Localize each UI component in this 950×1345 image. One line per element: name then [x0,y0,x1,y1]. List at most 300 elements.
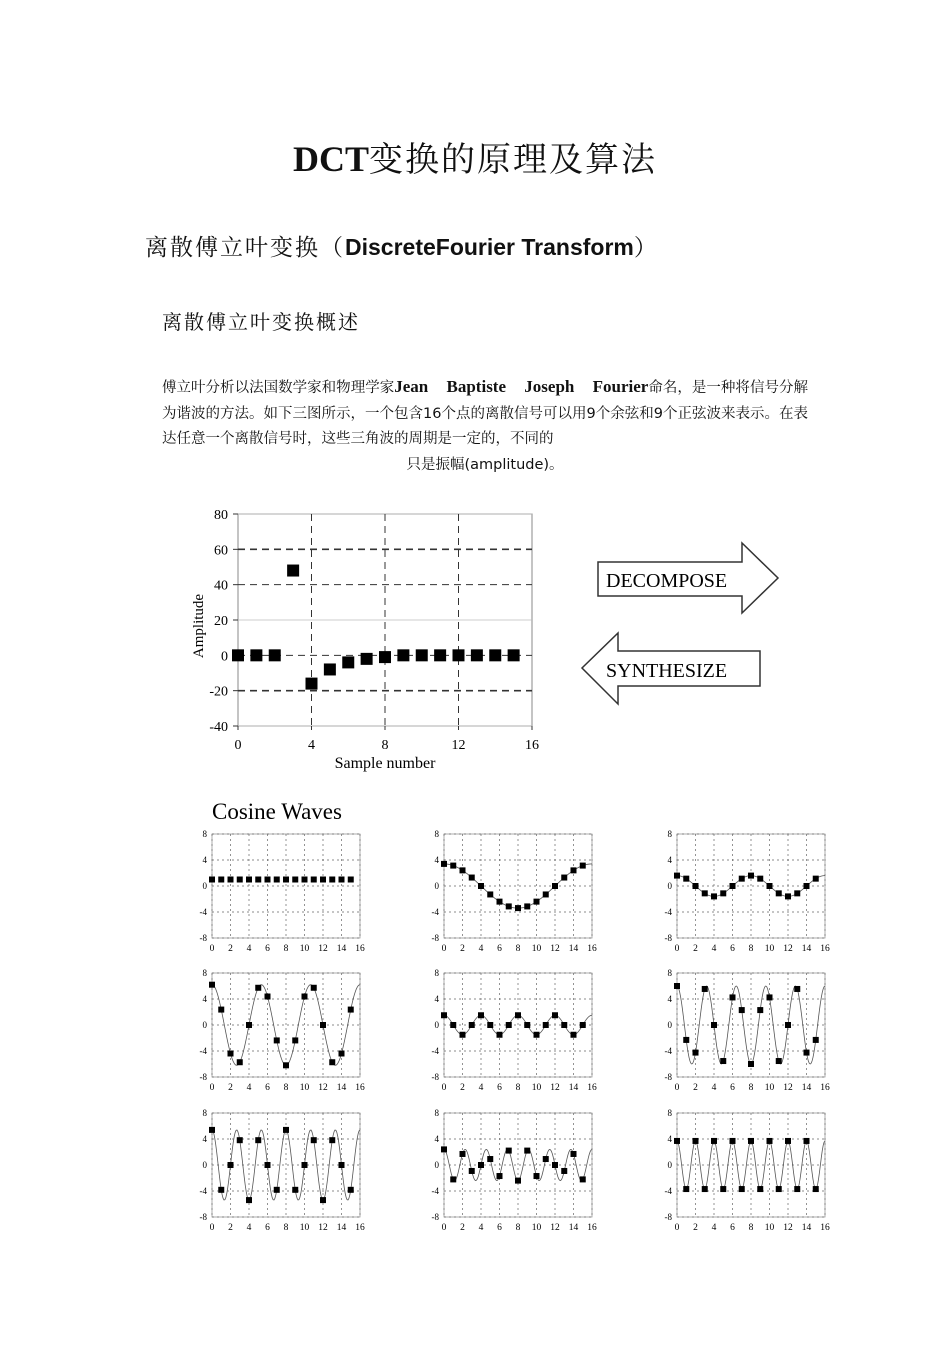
panel-data-point [683,1186,689,1192]
panel-data-point [571,1151,577,1157]
panel-data-point [524,903,530,909]
panel-data-point [693,1138,699,1144]
panel-x-tick-label: 4 [478,1223,484,1233]
panel-x-tick-label: 14 [336,944,347,954]
panel-data-point [720,890,726,896]
main-data-point [324,663,336,675]
panel-x-tick-label: 2 [693,1083,698,1093]
panel-data-point [767,883,773,889]
panel-data-point [265,994,271,1000]
panel-y-tick-label: 8 [434,829,439,839]
panel-data-point [348,1187,354,1193]
panel-data-point [720,1186,726,1192]
panel-x-tick-label: 14 [336,1223,347,1233]
decompose-label: DECOMPOSE [606,570,728,592]
panel-data-point [274,1037,280,1043]
panel-x-tick-label: 2 [228,1083,233,1093]
panel-data-point [552,1162,558,1168]
panel-data-point [478,883,484,889]
main-data-point [361,653,373,665]
panel-data-point [450,1176,456,1182]
panel-y-tick-label: 8 [434,1108,439,1118]
panel-x-tick-label: 2 [460,1223,465,1233]
panel-x-tick-label: 0 [441,944,447,954]
panel-y-tick-label: -4 [199,907,207,917]
panel-y-tick-label: -8 [199,933,207,943]
panel-x-tick-label: 8 [748,1223,754,1233]
panel-y-tick-label: 0 [434,1020,439,1030]
panel-x-tick-label: 0 [441,1223,447,1233]
main-data-point [489,649,501,661]
main-data-point [397,649,409,661]
panel-y-tick-label: 0 [202,1020,207,1030]
panel-data-point [748,873,754,879]
panel-data-point [320,877,326,883]
panel-data-point [460,1032,466,1038]
panel-x-tick-label: 4 [711,944,717,954]
main-chart [191,508,539,772]
panel-x-tick-label: 12 [318,1083,328,1093]
panel-x-tick-label: 6 [265,1083,270,1093]
panel-data-point [506,1022,512,1028]
panel-data-point [748,1061,754,1067]
panel-x-tick-label: 14 [568,944,579,954]
panel-y-tick-label: 4 [202,855,207,865]
panel-data-point [776,1058,782,1064]
panel-x-tick-label: 4 [246,944,252,954]
panel-y-tick-label: -8 [431,933,439,943]
panel-y-tick-label: 0 [667,1020,672,1030]
panel-data-point [776,1186,782,1192]
panel-data-point [209,877,215,883]
cosine-panel [665,968,831,1093]
cosine-panel [432,1108,598,1233]
main-data-point [269,649,281,661]
panel-data-point [785,893,791,899]
panel-y-tick-label: 0 [434,881,439,891]
panel-data-point [329,1059,335,1065]
panel-data-point [813,1186,819,1192]
panel-x-tick-label: 10 [299,944,310,954]
paragraph-part2: 命名，是一种将信号分解为谐波的方法。如下三图所示，一个包含16个点的离散信号可以用9个余弦和9个正弦波来表示。在表达任意一个离散信号时，这些三角波的周期是一定的，不同的 [162,380,808,447]
panel-data-point [580,1022,586,1028]
panel-data-point [292,1037,298,1043]
panel-data-point [460,1151,466,1157]
panel-data-point [552,883,558,889]
panel-y-tick-label: 4 [202,994,207,1004]
panel-x-tick-label: 0 [209,1083,215,1093]
panel-data-point [524,1148,530,1154]
panel-x-tick-label: 14 [801,1223,812,1233]
panel-data-point [348,1007,354,1013]
panel-x-tick-label: 10 [299,1083,310,1093]
panel-y-tick-label: 0 [667,1160,672,1170]
panel-data-point [274,877,280,883]
panel-data-point [255,985,261,991]
panel-data-point [515,1012,521,1018]
panel-data-point [497,1032,503,1038]
panel-y-tick-label: -8 [664,1072,672,1082]
main-x-tick-label: 4 [308,738,315,753]
panel-data-point [730,994,736,1000]
main-x-tick-label: 0 [234,738,242,753]
panel-data-point [487,1022,493,1028]
panel-y-tick-label: 8 [202,1108,207,1118]
panel-data-point [757,876,763,882]
panel-data-point [237,1137,243,1143]
panel-data-point [580,863,586,869]
panel-data-point [683,876,689,882]
panel-data-point [283,1062,289,1068]
panel-data-point [757,1186,763,1192]
panel-y-tick-label: -4 [431,907,439,917]
panel-x-tick-label: 4 [711,1223,717,1233]
panel-x-tick-label: 14 [568,1223,579,1233]
panel-data-point [534,899,540,905]
panel-x-tick-label: 2 [693,1223,698,1233]
main-data-point [434,649,446,661]
panel-x-tick-label: 0 [209,1223,215,1233]
panel-data-point [813,876,819,882]
panel-data-point [571,867,577,873]
panel-data-point [329,877,335,883]
panel-y-tick-label: -4 [664,1186,672,1196]
main-y-tick-label: 40 [214,578,228,594]
paragraph-name: Jean Baptiste Joseph Fourier [394,377,649,396]
panel-y-tick-label: -8 [199,1212,207,1222]
panel-data-point [543,1156,549,1162]
panel-data-point [339,1162,345,1168]
panel-y-tick-label: 0 [202,881,207,891]
panel-y-tick-label: 4 [667,855,672,865]
panel-data-point [674,873,680,879]
panel-data-point [469,875,475,881]
panel-x-tick-label: 12 [318,1223,328,1233]
panel-data-point [804,1050,810,1056]
panel-y-tick-label: 8 [667,1108,672,1118]
panel-data-point [748,1138,754,1144]
panel-data-point [255,1137,261,1143]
panel-data-point [339,877,345,883]
panel-data-point [674,983,680,989]
panel-data-point [524,1022,530,1028]
panel-x-tick-label: 8 [283,1083,289,1093]
panel-y-tick-label: 0 [667,881,672,891]
main-data-point [453,649,465,661]
panel-data-point [311,1137,317,1143]
main-y-tick-label: 60 [214,543,228,559]
main-y-tick-label: -20 [209,684,228,700]
panel-x-tick-label: 8 [748,944,754,954]
panel-x-tick-label: 10 [764,944,775,954]
panel-y-tick-label: 8 [202,829,207,839]
main-data-point [342,656,354,668]
panel-data-point [543,1022,549,1028]
panel-data-point [237,877,243,883]
panel-x-tick-label: 6 [265,1223,270,1233]
panel-x-tick-label: 6 [265,944,270,954]
main-data-point [287,565,299,577]
panel-y-tick-label: 4 [434,855,439,865]
panel-x-tick-label: 12 [550,1083,560,1093]
panel-y-tick-label: 4 [667,1134,672,1144]
panel-data-point [228,1162,234,1168]
panel-data-point [515,905,521,911]
panel-x-tick-label: 0 [674,1223,680,1233]
panel-x-tick-label: 0 [674,944,680,954]
title-latin: DCT [292,139,369,179]
panel-data-point [469,1168,475,1174]
panel-data-point [441,1012,447,1018]
panel-data-point [339,1050,345,1056]
panel-x-tick-label: 14 [568,1083,579,1093]
panel-data-point [283,877,289,883]
panel-y-tick-label: -4 [664,1046,672,1056]
panel-y-tick-label: -8 [664,1212,672,1222]
panel-data-point [693,883,699,889]
panel-y-tick-label: 8 [202,968,207,978]
main-data-point [508,649,520,661]
main-x-tick-label: 8 [381,738,389,753]
panel-x-tick-label: 16 [355,1083,365,1093]
panel-y-tick-label: 4 [434,994,439,1004]
panel-y-tick-label: 0 [434,1160,439,1170]
panel-x-tick-label: 16 [355,944,365,954]
panel-data-point [543,891,549,897]
panel-x-tick-label: 12 [783,1223,793,1233]
panel-x-tick-label: 8 [283,1223,289,1233]
main-y-tick-label: 0 [221,649,228,665]
panel-data-point [561,1022,567,1028]
panel-data-point [497,1173,503,1179]
panel-x-tick-label: 12 [550,944,560,954]
panel-x-tick-label: 14 [801,1083,812,1093]
panel-y-tick-label: -4 [199,1046,207,1056]
panel-data-point [469,1022,475,1028]
panel-y-tick-label: -4 [431,1186,439,1196]
paragraph-part1: 傅立叶分析以法国数学家和物理学家 [162,380,395,396]
panel-data-point [292,1187,298,1193]
panel-data-point [561,1168,567,1174]
panel-data-point [237,1059,243,1065]
main-x-tick-label: 16 [525,738,539,753]
panel-data-point [711,893,717,899]
panel-data-point [739,1007,745,1013]
panel-x-tick-label: 10 [531,944,542,954]
panel-y-tick-label: -4 [199,1186,207,1196]
panel-data-point [302,994,308,1000]
panel-x-tick-label: 6 [497,1083,502,1093]
cosine-waves-title: Cosine Waves [212,799,342,824]
panel-data-point [478,1162,484,1168]
panel-x-tick-label: 16 [820,1083,830,1093]
panel-data-point [487,891,493,897]
panel-x-tick-label: 12 [783,1083,793,1093]
main-y-tick-label: 20 [214,614,228,629]
panel-data-point [767,1138,773,1144]
panel-data-point [730,883,736,889]
panel-data-point [497,899,503,905]
panel-x-tick-label: 6 [497,1223,502,1233]
main-data-point [471,649,483,661]
panel-y-tick-label: -8 [664,933,672,943]
panel-data-point [441,1146,447,1152]
synthesize-label: SYNTHESIZE [606,660,728,682]
main-y-tick-label: -40 [209,720,228,735]
cosine-panel [200,1108,366,1233]
panel-data-point [218,877,224,883]
panel-data-point [711,1138,717,1144]
panel-data-point [794,986,800,992]
panel-data-point [255,877,261,883]
panel-x-tick-label: 12 [783,944,793,954]
panel-data-point [794,890,800,896]
panel-y-tick-label: -8 [199,1072,207,1082]
panel-data-point [534,1032,540,1038]
panel-data-point [776,890,782,896]
panel-y-tick-label: 4 [202,1134,207,1144]
panel-data-point [561,875,567,881]
panel-y-tick-label: 8 [667,829,672,839]
panel-y-tick-label: 4 [434,1134,439,1144]
panel-data-point [302,877,308,883]
panel-x-tick-label: 16 [355,1223,365,1233]
panel-x-tick-label: 8 [515,1083,521,1093]
panel-data-point [265,1162,271,1168]
panel-x-tick-label: 4 [478,1083,484,1093]
panel-data-point [739,876,745,882]
panel-x-tick-label: 8 [515,1223,521,1233]
panel-y-tick-label: -4 [664,907,672,917]
panel-x-tick-label: 10 [531,1223,542,1233]
main-x-tick-label: 12 [451,738,466,753]
panel-x-tick-label: 6 [730,944,735,954]
section-suffix: ） [633,235,659,261]
panel-data-point [209,1127,215,1133]
panel-data-point [450,863,456,869]
panel-x-tick-label: 10 [764,1083,775,1093]
panel-data-point [228,1050,234,1056]
cosine-panel [200,829,366,954]
panel-x-tick-label: 16 [820,944,830,954]
panel-x-tick-label: 16 [587,944,597,954]
panel-x-tick-label: 8 [748,1083,754,1093]
main-data-point [416,649,428,661]
subsection-heading: 离散傅立叶变换概述 [162,310,360,334]
paragraph-last: 只是振幅(amplitude)。 [406,456,564,473]
panel-data-point [218,1007,224,1013]
panel-y-tick-label: -8 [431,1072,439,1082]
synthesize-arrow [582,633,760,704]
main-y-axis-label: Amplitude [191,593,207,659]
panel-data-point [348,877,354,883]
panel-x-tick-label: 10 [764,1223,775,1233]
panel-data-point [274,1187,280,1193]
main-data-point [250,649,262,661]
panel-data-point [571,1032,577,1038]
panel-x-tick-label: 2 [693,944,698,954]
panel-data-point [441,861,447,867]
panel-x-tick-label: 2 [460,944,465,954]
panel-data-point [283,1127,289,1133]
panel-data-point [478,1012,484,1018]
panel-data-point [302,1162,308,1168]
panel-data-point [228,877,234,883]
main-data-point [306,678,318,690]
panel-x-tick-label: 8 [283,944,289,954]
section-bold: DiscreteFourier Transform [345,234,634,260]
panel-x-tick-label: 16 [587,1083,597,1093]
panel-x-tick-label: 16 [820,1223,830,1233]
panel-y-tick-label: -8 [431,1212,439,1222]
panel-data-point [711,1022,717,1028]
panel-data-point [804,883,810,889]
panel-data-point [320,1022,326,1028]
panel-x-tick-label: 2 [228,1223,233,1233]
panel-data-point [674,1138,680,1144]
panel-x-tick-label: 16 [587,1223,597,1233]
main-y-tick-label: 80 [214,508,228,523]
panel-data-point [767,994,773,1000]
panel-data-point [730,1138,736,1144]
panel-data-point [292,877,298,883]
main-x-axis-label: Sample number [334,755,436,772]
panel-x-tick-label: 2 [460,1083,465,1093]
panel-data-point [450,1022,456,1028]
panel-y-tick-label: 4 [667,994,672,1004]
panel-x-tick-label: 0 [441,1083,447,1093]
panel-data-point [813,1037,819,1043]
cosine-panel [200,968,366,1093]
panel-x-tick-label: 8 [515,944,521,954]
panel-x-tick-label: 12 [550,1223,560,1233]
panel-x-tick-label: 14 [801,944,812,954]
panel-data-point [785,1138,791,1144]
panel-y-tick-label: 8 [667,968,672,978]
panel-x-tick-label: 0 [674,1083,680,1093]
panel-x-tick-label: 12 [318,944,328,954]
panel-data-point [534,1173,540,1179]
panel-data-point [693,1050,699,1056]
cosine-panel [665,1108,831,1233]
panel-x-tick-label: 2 [228,944,233,954]
cosine-panel [665,829,831,954]
panel-data-point [702,1186,708,1192]
title-rest: 变换的原理及算法 [369,140,657,180]
panel-data-point [757,1007,763,1013]
panel-x-tick-label: 14 [336,1083,347,1093]
panel-data-point [804,1138,810,1144]
panel-x-tick-label: 10 [299,1223,310,1233]
panel-x-tick-label: 4 [711,1083,717,1093]
panel-y-tick-label: -4 [431,1046,439,1056]
panel-data-point [580,1176,586,1182]
panel-x-tick-label: 6 [730,1083,735,1093]
panel-data-point [329,1137,335,1143]
panel-x-tick-label: 4 [246,1223,252,1233]
panel-x-tick-label: 0 [209,944,215,954]
panel-data-point [311,985,317,991]
panel-data-point [785,1022,791,1028]
panel-data-point [739,1186,745,1192]
panel-data-point [218,1187,224,1193]
main-data-point [232,649,244,661]
panel-data-point [702,890,708,896]
panel-data-point [683,1037,689,1043]
panel-x-tick-label: 4 [246,1083,252,1093]
panel-data-point [506,903,512,909]
panel-data-point [702,986,708,992]
